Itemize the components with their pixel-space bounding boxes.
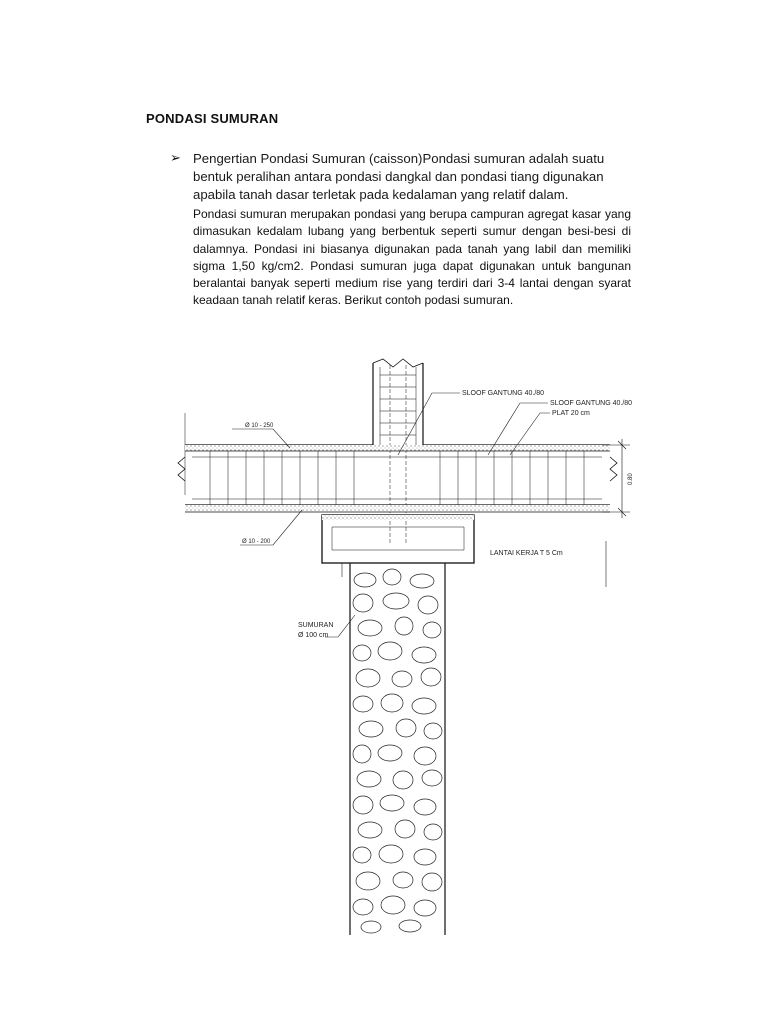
sloof-label-1: SLOOF GANTUNG 40./80 [462,390,545,397]
rebar-top-label: Ø 10 - 250 [245,423,274,429]
sumuran-label: SUMURAN [298,622,334,629]
foundation-drawing [170,345,640,945]
plat-label: PLAT 20 cm [552,410,590,417]
definition-paragraph: Pengertian Pondasi Sumuran (caisson)Pondasi sumuran adalah suatu bentuk peralihan antara pondasi dangkal dan pondasi tiang digunakan apabila tanah dasar terletak pada kedalaman yang relatif dalam. [193,151,605,202]
rebar-bottom-label: Ø 10 - 200 [242,539,271,545]
sloof-label-2: SLOOF GANTUNG 40./80 [550,400,633,407]
description-paragraph: Pondasi sumuran merupakan pondasi yang berupa campuran agregat kasar yang dimasukan kedalam lubang yang berbentuk seperti sumur dengan besi-besi di dalamnya. Pondasi ini biasanya digunakan pada tanah yang labil dan memiliki sigma 1,50 kg/cm2. Pondasi sumuran juga dapat digunakan untuk bangunan beralantai banyak seperti medium rise yang terdiri dari 3-4 lantai dengan syarat keadaan tanah relatif keras. Berikut contoh podasi sumuran. [193,207,631,308]
dimension-label: 0.80 [628,473,634,485]
sloof-slab [178,413,617,512]
pile-cap [322,515,474,563]
diameter-label: Ø 100 cm [298,632,329,639]
lantai-kerja-label: LANTAI KERJA T 5 Cm [490,550,563,557]
caisson-shaft [350,563,445,935]
page-title: PONDASI SUMURAN [146,111,279,126]
bullet-arrow-icon: ➢ [170,150,181,165]
